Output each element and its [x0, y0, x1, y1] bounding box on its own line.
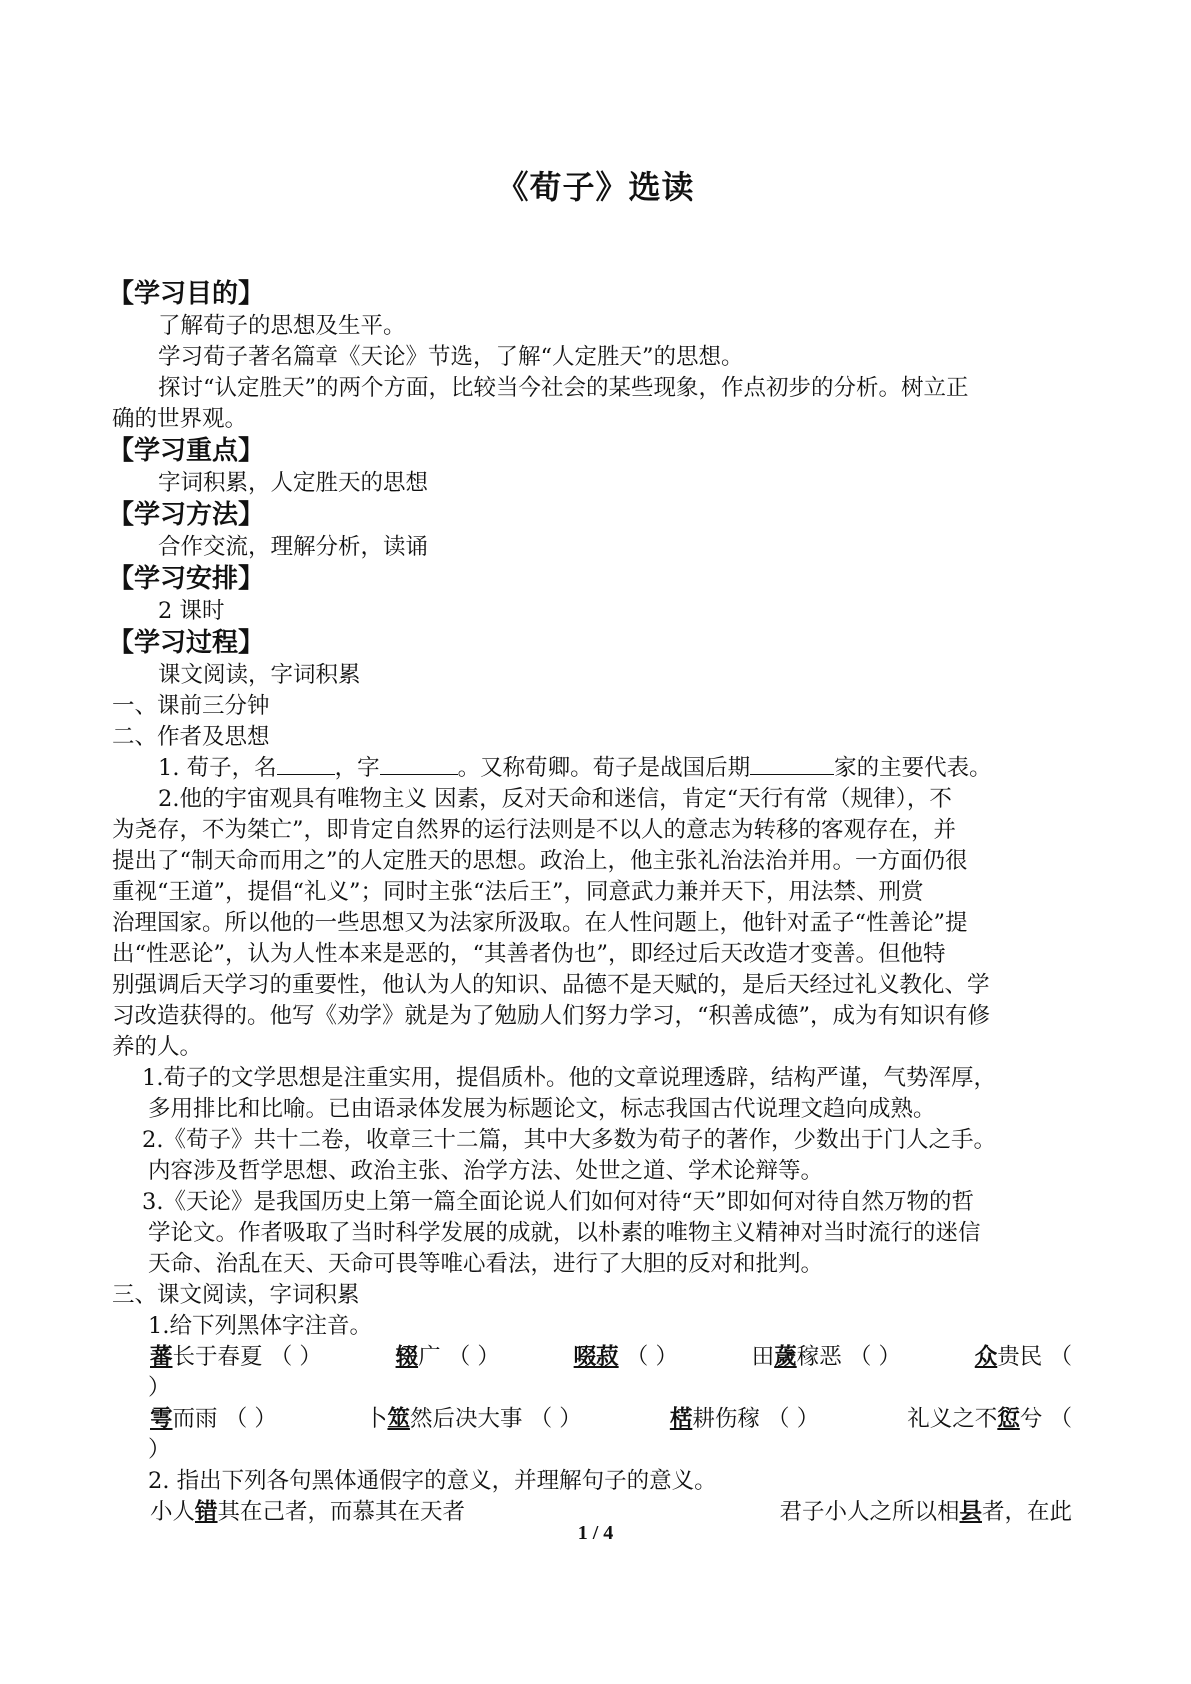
answer-paren[interactable]: （ ） — [848, 1344, 902, 1370]
answer-paren[interactable]: （ — [1049, 1406, 1072, 1432]
paragraph-line: 2.他的宇宙观具有唯物主义 因素，反对天命和迷信，肯定“天行有常（规律），不 — [158, 786, 952, 812]
exercise-item: 蕃长于春夏 （ ） — [150, 1344, 322, 1370]
answer-blank[interactable] — [750, 754, 834, 775]
exercise-item: 楛耕伤稼 （ ） — [669, 1406, 820, 1432]
exercise-item: 卜筮然后决大事 （ ） — [364, 1406, 582, 1432]
paragraph-line: 养的人。 — [112, 1034, 203, 1060]
list-item: 1.荀子的文学思想是注重实用，提倡质朴。他的文章说理透辟，结构严谨，气势浑厚， — [142, 1065, 996, 1091]
paragraph-line: 提出了“制天命而用之”的人定胜天的思想。政治上，他主张礼治法治并用。一方面仍很 — [112, 848, 968, 874]
answer-paren[interactable]: （ ） — [529, 1406, 582, 1432]
answer-blank[interactable] — [380, 754, 458, 775]
part-heading: 一、课前三分钟 — [112, 693, 270, 719]
answer-blank[interactable] — [277, 754, 335, 775]
part-heading: 二、作者及思想 — [112, 724, 270, 750]
list-item: 3.《天论》是我国历史上第一篇全面论说人们如何对待“天”即如何对待自然万物的哲 — [142, 1189, 974, 1215]
exercise-item: 礼义之不愆兮 （ — [907, 1406, 1072, 1432]
answer-paren[interactable]: （ ） — [625, 1344, 678, 1370]
list-item: 学论文。作者吸取了当时科学发展的成就，以朴素的唯物主义精神对当时流行的迷信 — [148, 1220, 981, 1246]
paragraph-line: 重视“王道”，提倡“礼义”；同时主张“法后王”，同意武力兼并天下，用法禁、刑赏 — [112, 879, 924, 905]
section-heading-schedule: 【学习安排】 — [108, 564, 265, 594]
exercise-item: 辍广 （ ） — [395, 1344, 500, 1370]
answer-paren[interactable]: （ ） — [269, 1344, 322, 1370]
exercise-item: 啜菽 （ ） — [573, 1344, 678, 1370]
paragraph-line: 习改造获得的。他写《劝学》就是为了勉励人们努力学习，“积善成德”，成为有知识有修 — [112, 1003, 991, 1029]
question-2: 2. 指出下列各句黑体通假字的意义，并理解句子的意义。 — [148, 1468, 717, 1494]
pinyin-row — [112, 1342, 1072, 1373]
answer-paren[interactable]: （ ） — [447, 1344, 500, 1370]
paragraph-line: 出“性恶论”，认为人性本来是恶的，“其善者伪也”，即经过后天改造才变善。但他特 — [112, 941, 946, 967]
pinyin-row — [112, 1404, 1072, 1435]
fill-in-question: 1. 荀子，名 ，字 。又称荀卿。荀子是战国后期 家的主要代表。 — [158, 755, 992, 781]
list-item: 天命、治乱在天、天命可畏等唯心看法，进行了大胆的反对和批判。 — [148, 1251, 824, 1277]
section-heading-goal: 【学习目的】 — [108, 279, 265, 309]
schedule-line: 2 课时 — [158, 598, 225, 624]
section-heading-key: 【学习重点】 — [108, 436, 265, 466]
goal-line: 探讨“认定胜天”的两个方面，比较当今社会的某些现象，作点初步的分析。树立正 — [158, 375, 969, 401]
exercise-item: 众贵民 （ — [974, 1344, 1072, 1370]
question-1: 1.给下列黑体字注音。 — [148, 1313, 372, 1339]
paragraph-line: 别强调后天学习的重要性，他认为人的知识、品德不是天赋的，是后天经过礼义教化、学 — [112, 972, 990, 998]
key-line: 字词积累，人定胜天的思想 — [158, 470, 429, 496]
method-line: 合作交流，理解分析，读诵 — [158, 534, 429, 560]
paren-close: ） — [148, 1375, 171, 1401]
answer-paren[interactable]: （ — [1049, 1344, 1072, 1370]
goal-line: 确的世界观。 — [112, 406, 248, 432]
section-heading-method: 【学习方法】 — [108, 500, 265, 530]
paren-close: ） — [148, 1437, 171, 1463]
goal-line: 学习荀子著名篇章《天论》节选，了解“人定胜天”的思想。 — [158, 344, 744, 370]
exercise-item: 雩而雨 （ ） — [150, 1406, 277, 1432]
part-heading: 三、课文阅读，字词积累 — [112, 1282, 360, 1308]
exercise-sentence: 小人错其在己者，而慕其在天者 — [150, 1499, 466, 1525]
exercise-item: 田薉稼恶 （ ） — [751, 1344, 902, 1370]
section-heading-process: 【学习过程】 — [108, 628, 265, 658]
page-title: 《荀子》选读 — [496, 168, 695, 206]
list-item: 多用排比和比喻。已由语录体发展为标题论文，标志我国古代说理文趋向成熟。 — [148, 1096, 936, 1122]
paragraph-line: 治理国家。所以他的一些思想又为法家所汲取。在人性问题上，他针对孟子“性善论”提 — [112, 910, 968, 936]
list-item: 内容涉及哲学思想、政治主张、治学方法、处世之道、学术论辩等。 — [148, 1158, 824, 1184]
list-item: 2.《荀子》共十二卷，收章三十二篇，其中大多数为荀子的著作，少数出于门人之手。 — [142, 1127, 996, 1153]
paragraph-line: 为尧存，不为桀亡”，即肯定自然界的运行法则是不以人的意志为转移的客观存在，并 — [112, 817, 957, 843]
exercise-sentence: 君子小人之所以相县者，在此 — [779, 1499, 1072, 1525]
page-number: 1 / 4 — [577, 1522, 614, 1544]
answer-paren[interactable]: （ ） — [224, 1406, 277, 1432]
goal-line: 了解荀子的思想及生平。 — [158, 313, 406, 339]
document-body — [108, 278, 1072, 1528]
answer-paren[interactable]: （ ） — [767, 1406, 820, 1432]
process-line: 课文阅读，字词积累 — [158, 662, 361, 688]
